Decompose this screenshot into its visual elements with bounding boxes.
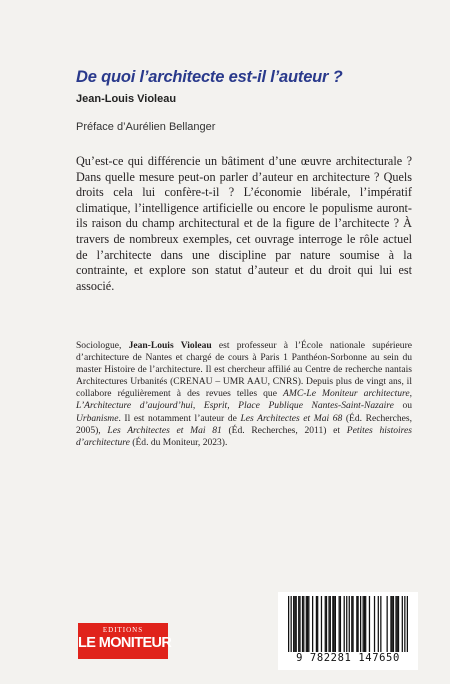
publisher-logo-editions: EDITIONS	[102, 626, 144, 634]
barcode-bar	[365, 596, 366, 652]
bio-text-2: . Il est notamment l’auteur de	[118, 412, 241, 424]
barcode-bar	[392, 596, 393, 652]
bio-book-2: Les Architectes et Mai 81	[107, 424, 222, 436]
barcode-bar	[402, 596, 403, 652]
barcode-bar	[308, 596, 309, 652]
isbn-number: 9 782281 147650	[296, 652, 400, 664]
bio-text-3: (Éd. Recherches, 2005),	[76, 412, 413, 436]
publisher-logo-name: LE MONITEUR	[78, 635, 172, 651]
bio-book-1: Les Architectes et Mai 68	[240, 412, 343, 424]
barcode-bars	[288, 596, 408, 652]
barcode-bar	[340, 596, 341, 652]
author-name: Jean-Louis Violeau	[76, 93, 177, 105]
barcode-bar	[369, 596, 370, 652]
barcode-bar	[302, 596, 303, 652]
bio-text-4: (Éd. Recherches, 2011) et	[221, 424, 347, 436]
barcode-bar	[387, 596, 388, 652]
barcode-bar	[307, 596, 308, 652]
barcode-bar	[363, 596, 364, 652]
barcode-bar	[356, 596, 357, 652]
barcode-bar	[303, 596, 304, 652]
barcode-bar	[380, 596, 381, 652]
bio-text-5: (Éd. du Moniteur, 2023).	[129, 436, 228, 448]
barcode-bar	[306, 596, 307, 652]
barcode-bar	[349, 596, 350, 652]
bio-book-3: Petites histoires d’architecture	[76, 424, 413, 448]
barcode-bar	[351, 596, 352, 652]
barcode-bar	[330, 596, 331, 652]
barcode-bar	[393, 596, 394, 652]
isbn-barcode	[278, 592, 418, 670]
barcode-bar	[288, 596, 289, 652]
barcode-bar	[390, 596, 391, 652]
barcode-bar	[407, 596, 408, 652]
book-title: De quoi l’architecte est-il l’auteur ?	[76, 68, 343, 86]
barcode-bar	[346, 596, 347, 652]
barcode-bar	[335, 596, 336, 652]
barcode-bar	[352, 596, 353, 652]
bio-text-1: est professeur à l’École nationale supérieure d’architecture de Nantes et chargé de cours à Paris 1 Panthéon-Sorbonne au sein du master Histoire de l’architecture. Il est chercheur affilié au Centre de recherche nantais Architectures Urbanités (CRENAU – UMR AAU, CNRS). Depuis plus de vingt ans, il collabore régulièrement à des revues telles que	[76, 340, 412, 400]
barcode-bar	[357, 596, 358, 652]
barcode-bar	[299, 596, 300, 652]
publisher-logo	[78, 623, 172, 659]
barcode-bar	[317, 596, 318, 652]
barcode-bar	[298, 596, 299, 652]
author-bio	[76, 340, 412, 449]
barcode-bar	[326, 596, 327, 652]
barcode-bar	[312, 596, 313, 652]
barcode-bar	[397, 596, 398, 652]
barcode-bar	[325, 596, 326, 652]
bio-reviews-list: AMC-Le Moniteur architecture, L’Architecture d’aujourd’hui, Esprit, Place Publique Nantes-Saint-Nazaire	[76, 388, 412, 412]
barcode-bar	[296, 596, 297, 652]
barcode-bar	[332, 596, 333, 652]
barcode-bar	[360, 596, 361, 652]
barcode-bar	[339, 596, 340, 652]
barcode-bar	[321, 596, 322, 652]
bio-text-or: ou	[393, 400, 413, 412]
barcode-bar	[344, 596, 345, 652]
barcode-bar	[374, 596, 375, 652]
barcode-bar	[316, 596, 317, 652]
barcode-bar	[395, 596, 396, 652]
bio-review-urbanisme: Urbanisme	[76, 412, 119, 424]
blurb-paragraph: Qu’est-ce qui différencie un bâtiment d’une œuvre architecturale ? Dans quelle mesure peut-on parler d’auteur en architecture ? Quels droits cela lui confère-t-il ? L’économie libérale, l’impératif climatique, l’intelligence artificielle ou encore le populisme auront-ils raison du champ architectural et de la figure de l’architecte ? À travers de nombreux exemples, cet ouvrage interroge le rôle actuel de l’architecte dans une discipline par nature soumise à la contrainte, et explore son statut d’auteur et du droit qui lui est associé.	[76, 154, 412, 293]
barcode-bar	[294, 596, 295, 652]
barcode-bar	[291, 596, 292, 652]
bio-intro: Sociologue,	[76, 340, 129, 351]
barcode-bar	[404, 596, 405, 652]
barcode-bar	[328, 596, 329, 652]
preface-credit: Préface d’Aurélien Bellanger	[76, 121, 216, 133]
barcode-bar	[364, 596, 365, 652]
barcode-bar	[293, 596, 294, 652]
barcode-bar	[378, 596, 379, 652]
barcode-bar	[333, 596, 334, 652]
bio-author-name: Jean-Louis Violeau	[128, 340, 212, 351]
barcode-bar	[398, 596, 399, 652]
